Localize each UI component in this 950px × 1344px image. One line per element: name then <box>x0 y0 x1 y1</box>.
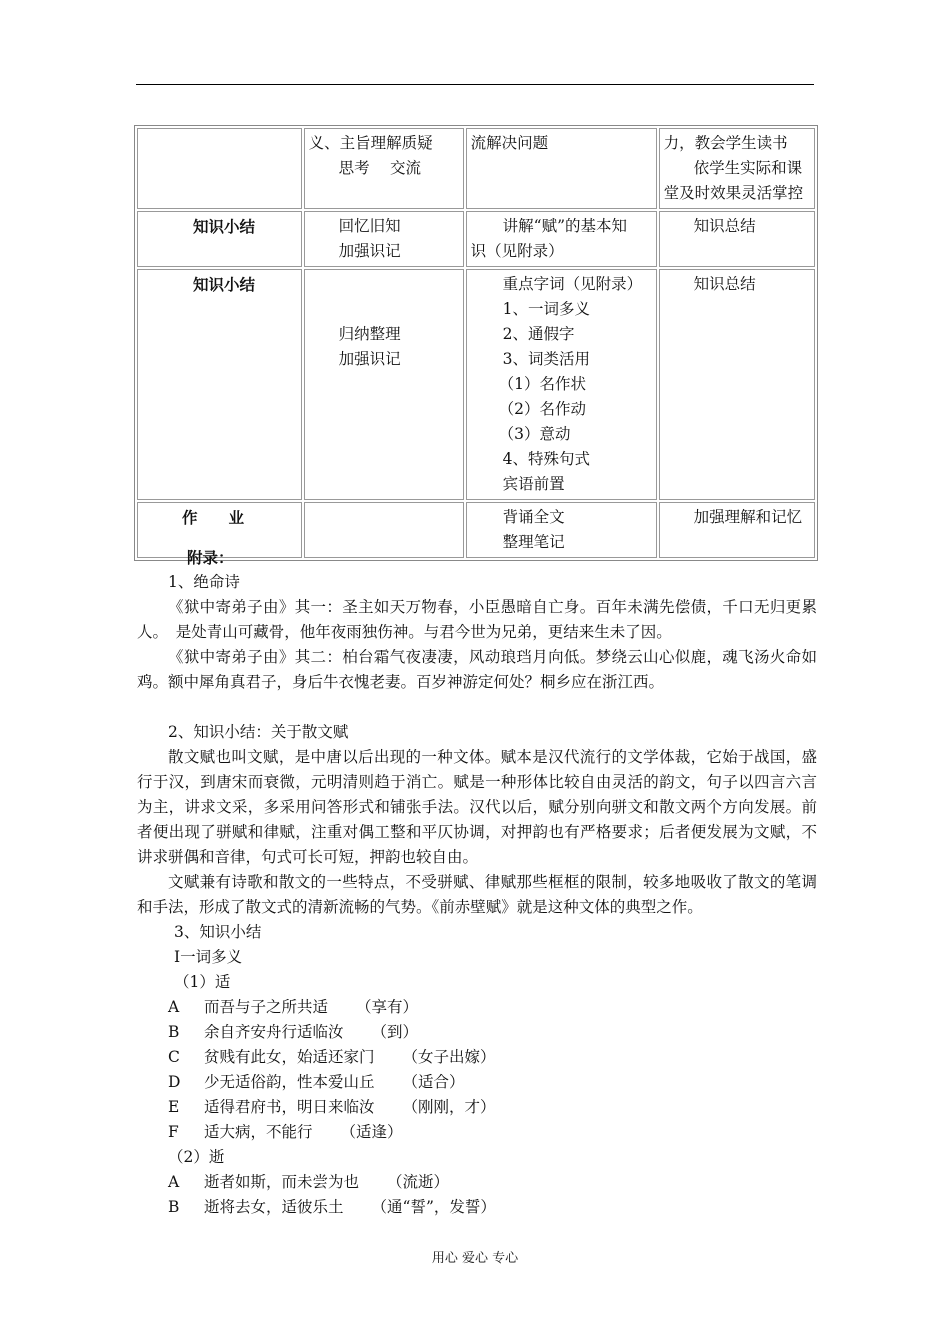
item-text: 适得君府书，明日来临汝 <box>204 1098 375 1116</box>
item-text: 而吾与子之所共适 <box>204 998 329 1016</box>
item-text: 逝将去女，适彼乐土 <box>204 1198 344 1216</box>
item-text: 余自齐安舟行适临汝 <box>204 1023 344 1041</box>
table-cell <box>304 128 464 209</box>
section-title: 3、知识小结 <box>174 923 262 941</box>
item-meaning: （到） <box>371 1023 419 1041</box>
item-meaning: （通“誓”，发誓） <box>371 1198 496 1216</box>
list-item <box>137 1070 817 1095</box>
list-item <box>137 1120 817 1145</box>
appendix-title: 附录： <box>187 548 234 567</box>
item-key: E <box>168 1098 180 1116</box>
item-key: A <box>168 998 180 1016</box>
cell-line: （1）名作状 <box>498 375 587 393</box>
list-item <box>137 1020 817 1045</box>
item-heading: （2）逝 <box>168 1148 225 1166</box>
body-paragraph: 散文赋也叫文赋，是中唐以后出现的一种文体。赋本是汉代流行的文学体裁，它始于战国，盛行于汉，到唐宋而衰微，元明清则趋于消亡。赋是一种形体比较自由灵活的韵文，句子以四言六言为主，讲求文采，多采用问答形式和铺张手法。汉代以后，赋分别向骈文和散文两个方向发展。前者便出现了骈赋和律赋，注重对偶工整和平仄协调，对押韵也有严格要求；后者便发展为文赋，不讲求骈偶和音律，句式可长可短，押韵也较自由。 <box>137 748 817 866</box>
item-meaning: （适逢） <box>340 1123 403 1141</box>
cell-line: 知识总结 <box>693 217 756 235</box>
cell-line: 归纳整理 <box>338 325 401 343</box>
item-key: B <box>168 1023 180 1041</box>
body-paragraph: 文赋兼有诗歌和散文的一些特点，不受骈赋、律赋那些框框的限制，较多地吸收了散文的笔调和手法，形成了散文式的清新流畅的气势。《前赤壁赋》就是这种文体的典型之作。 <box>137 873 817 916</box>
list-item <box>137 1095 817 1120</box>
item-list <box>137 1170 817 1220</box>
cell-line: 讲解“赋”的基本知 <box>502 217 628 235</box>
table-row <box>137 211 815 267</box>
list-item <box>137 995 817 1020</box>
cell-line: 加强识记 <box>338 350 401 368</box>
page-footer: 用心 爱心 专心 <box>431 1251 519 1266</box>
item-meaning: （女子出嫁） <box>402 1048 496 1066</box>
appendix <box>137 545 817 1220</box>
item-list <box>137 995 817 1145</box>
table-cell <box>466 211 657 267</box>
item-key: B <box>168 1198 180 1216</box>
cell-line: 流解决问题 <box>470 134 549 152</box>
table-cell <box>659 211 815 267</box>
item-text: 贫贱有此女，始适还家门 <box>204 1048 375 1066</box>
item-key: A <box>168 1173 180 1191</box>
table-cell <box>304 211 464 267</box>
item-text: 适大病，不能行 <box>204 1123 313 1141</box>
item-text: 逝者如斯，而未尝为也 <box>204 1173 360 1191</box>
cell-line: 4、特殊句式 <box>502 450 591 468</box>
poem-paragraph: 《狱中寄弟子由》其一：圣主如天万物春，小臣愚暗自亡身。百年未满先偿债，千口无归更累人。 是处青山可藏骨，他年夜雨独伤神。与君今世为兄弟，更结来生未了因。 <box>137 598 817 641</box>
list-item <box>137 1045 817 1070</box>
cell-line: （2）名作动 <box>498 400 587 418</box>
row-header: 知识小结 <box>137 211 302 267</box>
cell-line: 重点字词（见附录） <box>502 275 643 293</box>
table-cell <box>466 269 657 500</box>
list-item <box>137 1170 817 1195</box>
item-meaning: （流逝） <box>387 1173 450 1191</box>
section-title: 1、绝命诗 <box>168 573 240 591</box>
table-cell <box>659 269 815 500</box>
cell-line: 背诵全文 <box>502 508 565 526</box>
table-cell <box>466 128 657 209</box>
cell-line: 思考 交流 <box>338 159 422 177</box>
item-meaning: （刚刚，才） <box>402 1098 496 1116</box>
cell-line: 依学生实际和课 <box>693 159 803 177</box>
cell-line: 堂及时效果灵活掌控 <box>663 184 804 202</box>
cell-line: 力，教会学生读书 <box>663 134 788 152</box>
table-cell <box>659 128 815 209</box>
item-text: 少无适俗韵，性本爱山丘 <box>204 1073 375 1091</box>
item-key: F <box>168 1123 179 1141</box>
table-cell <box>137 128 302 209</box>
lesson-table <box>134 125 818 561</box>
section-title: 2、知识小结：关于散文赋 <box>168 723 349 741</box>
subsection-title: Ⅰ一词多义 <box>174 948 243 966</box>
item-meaning: （适合） <box>402 1073 465 1091</box>
cell-line: 义、主旨理解质疑 <box>308 134 433 152</box>
table-row <box>137 128 815 209</box>
list-item <box>137 1195 817 1220</box>
cell-line: 1、一词多义 <box>502 300 591 318</box>
cell-line: 识（见附录） <box>470 242 564 260</box>
cell-line: 3、词类活用 <box>502 350 591 368</box>
table-cell <box>304 269 464 500</box>
item-heading: （1）适 <box>174 973 231 991</box>
cell-line: 整理笔记 <box>502 533 565 551</box>
item-key: D <box>168 1073 181 1091</box>
cell-line: 回忆旧知 <box>338 217 401 235</box>
cell-line: （3）意动 <box>498 425 571 443</box>
header-rule <box>136 84 814 85</box>
row-header: 知识小结 <box>137 269 302 500</box>
row-header: 作 业 <box>137 502 302 558</box>
poem-paragraph: 《狱中寄弟子由》其二：柏台霜气夜凄凄，风动琅珰月向低。梦绕云山心似鹿，魂飞汤火命如鸡。额中犀角真君子，身后牛衣愧老妻。百岁神游定何处？桐乡应在浙江西。 <box>137 648 817 691</box>
item-key: C <box>168 1048 180 1066</box>
cell-line: 2、通假字 <box>502 325 575 343</box>
cell-line: 知识总结 <box>693 275 756 293</box>
cell-line: 加强识记 <box>338 242 401 260</box>
item-meaning: （享有） <box>356 998 419 1016</box>
cell-line: 宾语前置 <box>502 475 565 493</box>
cell-line: 加强理解和记忆 <box>693 508 803 526</box>
table-row <box>137 269 815 500</box>
